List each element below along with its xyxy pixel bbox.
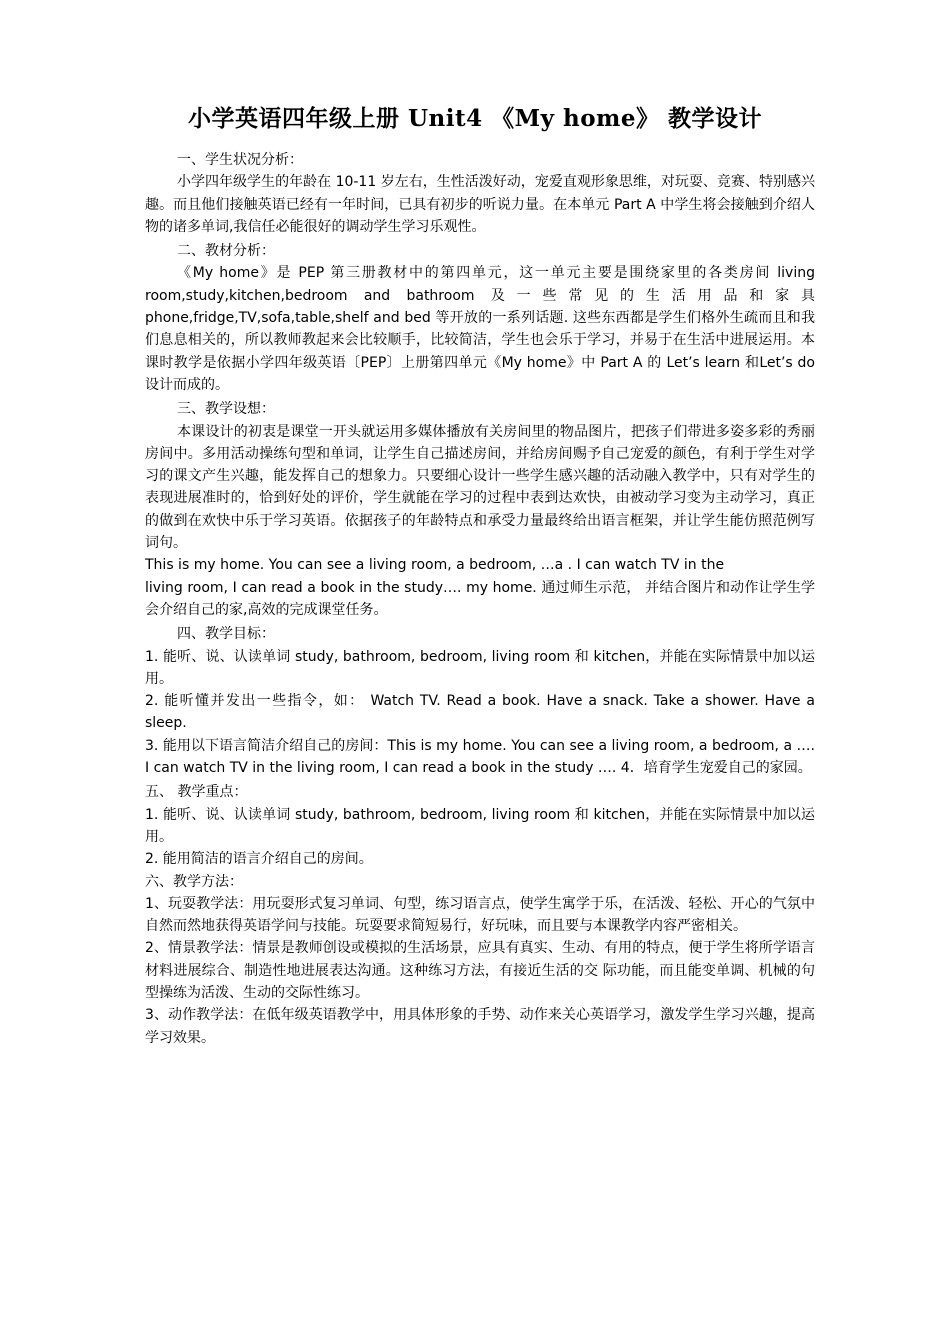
- list-item: 1. 能听、说、认读单词 study, bathroom, bedroom, living room 和 kitchen，并能在实际情景中加以运用。: [145, 806, 815, 845]
- paragraph: 《My home》是 PEP 第三册教材中的第四单元，这一单元主要是围绕家里的各类房间 living room,study,kitchen,bedroom and bathroom 及一些常见的生活用品和家具 phone,fridge,TV,sofa,table,shelf and bed 等开放的一系列话题. 这些东西都是学生们格外生疏而且和我们息息相关的，所以教师教起来会比较顺手，比较简洁，学生也会乐于学习，并易于在生活中进展运用。本课时教学是依据小学四年级英语〔PEP〕上册第四单元《My home》中 Part A 的 Let’s learn 和Let’s do 设计而成的。: [145, 265, 815, 393]
- section-heading: 五、 教学重点：: [145, 784, 248, 801]
- paragraph: This is my home. You can see a living room, a bedroom, …a . I can watch TV in the: [145, 557, 725, 574]
- section-heading: 一、学生状况分析：: [177, 152, 303, 168]
- list-item: 2. 能用简洁的语言介绍自己的房间。: [145, 851, 373, 868]
- section-heading: 六、教学方法：: [145, 873, 243, 890]
- section-heading: 二、教材分析：: [177, 243, 275, 260]
- list-item: 1. 能听、说、认读单词 study, bathroom, bedroom, living room 和 kitchen，并能在实际情景中加以运用。: [145, 648, 815, 687]
- list-item: 1、玩耍教学法：用玩耍形式复习单词、句型，练习语言点，使学生寓学于乐，在活泼、轻松、开心的气氛中自然而然地获得英语学问与技能。玩耍要求简短易行，好玩味，而且要与本课教学内容严密相关。: [145, 895, 815, 935]
- section-heading: 三、教学设想：: [177, 401, 275, 418]
- list-item: 3. 能用以下语言简洁介绍自己的房间：This is my home. You can see a living room, a bedroom, a …. I can watch TV in the living room, I can read a book in the study …. 4．培育学生宠爱自己的家园。: [145, 737, 815, 777]
- paragraph: 小学四年级学生的年龄在 10-11 岁左右，生性活泼好动，宠爱直观形象思维，对玩耍、竞赛、特别感兴趣。而且他们接触英语已经有一年时间，已具有初步的听说力量。在本单元 Part A 中学生将会接触到介绍人物的诸多单词,我信任必能很好的调动学生学习乐观性。: [145, 174, 815, 235]
- document-title: 小学英语四年级上册 Unit4 《My home》 教学设计: [187, 105, 763, 132]
- paragraph: living room, I can read a book in the study…. my home. 通过师生示范， 并结合图片和动作让学生学会介绍自己的家,高效的完成课堂任务。: [145, 579, 815, 618]
- section-heading: 四、教学目标：: [177, 626, 275, 643]
- list-item: 2. 能听懂并发出一些指令，如： Watch TV. Read a book. Have a snack. Take a shower. Have a sleep.: [145, 693, 815, 732]
- document-body: [145, 149, 815, 1049]
- list-item: 2、情景教学法：情景是教师创设或模拟的生活场景，应具有真实、生动、有用的特点，便于学生将所学语言材料进展综合、制造性地进展表达沟通。这种练习方法，有接近生活的交 际功能，而且能变单调、机械的句型操练为活泼、生动的交际性练习。: [145, 940, 815, 1001]
- paragraph: 本课设计的初衷是课堂一开头就运用多媒体播放有关房间里的物品图片，把孩子们带进多姿多彩的秀丽房间中。多用活动操练句型和单词，让学生自己描述房间，并给房间赐予自己宠爱的颜色，有利于学生对学习的课文产生兴趣，能发挥自己的想象力。只要细心设计一些学生感兴趣的活动融入教学中，只有对学生的表现进展准时的，恰到好处的评价，学生就能在学习的过程中表到达欢快，由被动学习变为主动学习，真正的做到在欢快中乐于学习英语。依据孩子的年龄特点和承受力量最终给出语言框架，并让学生能仿照范例写词句。: [145, 423, 815, 552]
- list-item: 3、动作教学法：在低年级英语教学中，用具体形象的手势、动作来关心英语学习，激发学生学习兴趣，提高学习效果。: [145, 1007, 815, 1046]
